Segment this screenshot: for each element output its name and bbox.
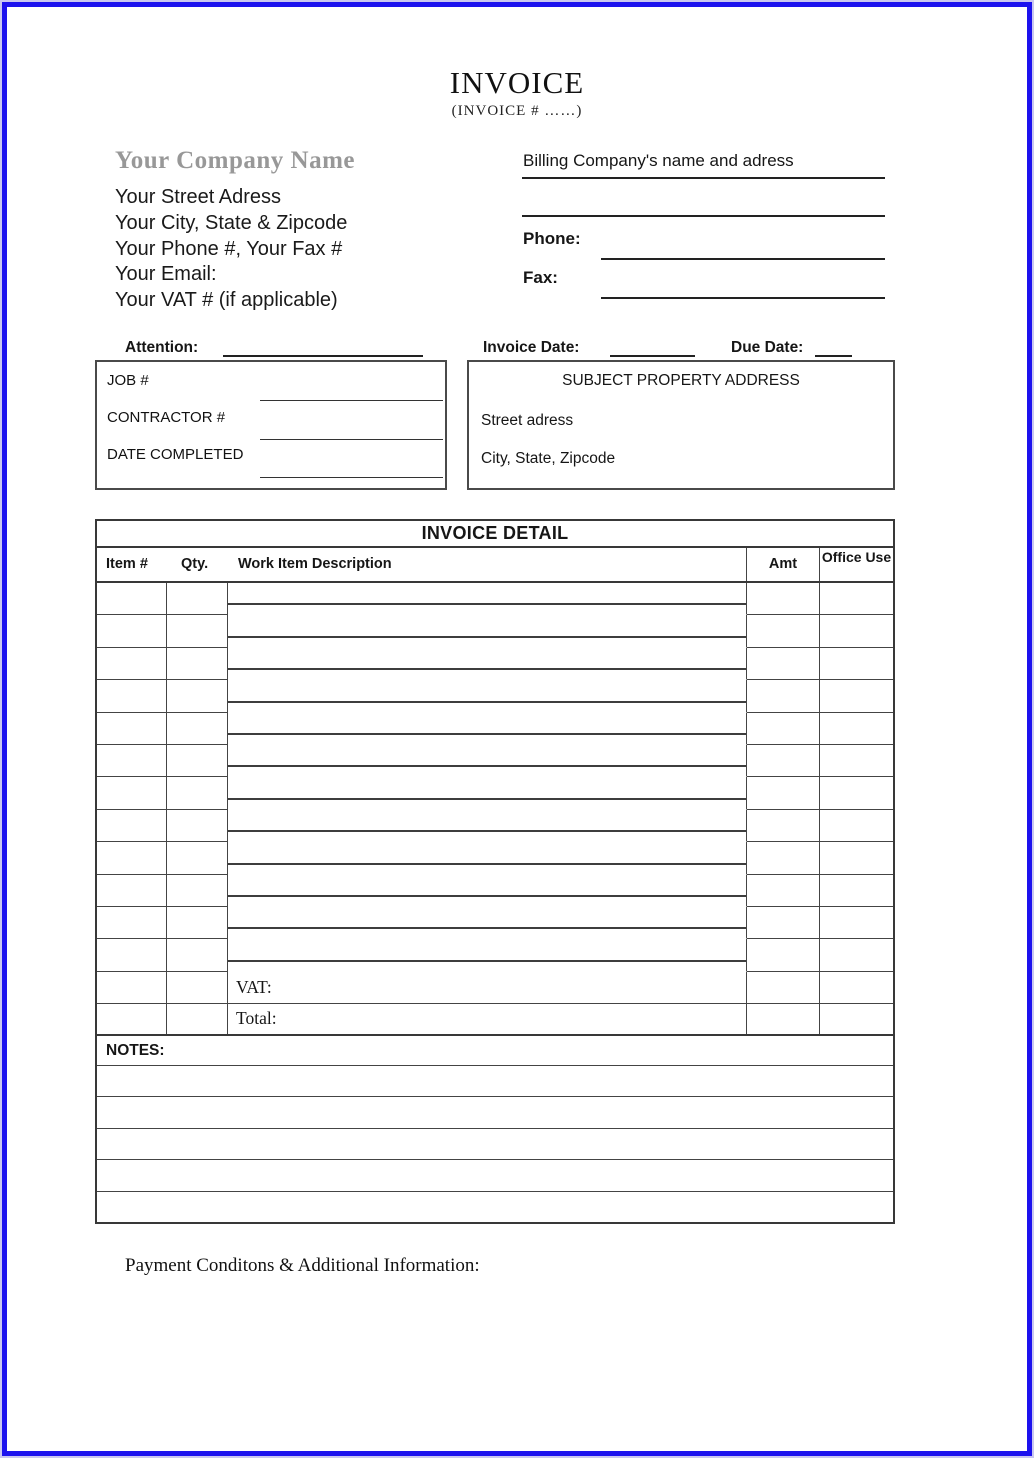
cell-office-use[interactable] <box>820 777 893 809</box>
property-city-label: City, State, Zipcode <box>481 450 616 467</box>
billing-name-field[interactable] <box>522 177 885 179</box>
date-completed-label: DATE COMPLETED <box>107 446 244 463</box>
attention-label: Attention: <box>125 339 199 356</box>
cell-office-use[interactable] <box>820 680 893 712</box>
table-header-left <box>97 548 747 581</box>
fax-field[interactable] <box>601 297 885 299</box>
table-row <box>97 680 893 712</box>
phone-label: Phone: <box>523 229 581 248</box>
cell-office-use[interactable] <box>820 1003 893 1034</box>
cell-description[interactable] <box>228 875 747 907</box>
table-row <box>97 777 893 809</box>
cell-amt[interactable] <box>747 810 820 842</box>
cell-description[interactable] <box>228 939 747 971</box>
cell-description[interactable] <box>228 810 747 842</box>
cell-qty[interactable] <box>167 939 228 971</box>
invoice-page <box>7 7 1027 1451</box>
table-row <box>97 648 893 680</box>
cell-qty[interactable] <box>167 1003 228 1034</box>
cell-qty[interactable] <box>167 777 228 809</box>
cell-amt[interactable] <box>747 615 820 647</box>
table-row <box>97 583 893 615</box>
column-header-item: Item # <box>106 556 148 572</box>
notes-line[interactable] <box>97 1066 893 1098</box>
cell-amt[interactable] <box>747 648 820 680</box>
table-row <box>97 713 893 745</box>
cell-amt[interactable] <box>747 680 820 712</box>
total-label: Total: <box>228 1003 747 1034</box>
company-address-line: Your Street Adress <box>115 186 282 208</box>
cell-description[interactable] <box>228 680 747 712</box>
cell-description[interactable] <box>228 713 747 745</box>
cell-item-number[interactable] <box>97 713 167 745</box>
contractor-number-label: CONTRACTOR # <box>107 409 226 426</box>
payment-conditions-label: Payment Conditons & Additional Information: <box>125 1255 480 1276</box>
cell-qty[interactable] <box>167 648 228 680</box>
cell-amt[interactable] <box>747 713 820 745</box>
cell-amt[interactable] <box>747 842 820 874</box>
cell-item-number[interactable] <box>97 680 167 712</box>
cell-qty[interactable] <box>167 745 228 777</box>
cell-qty[interactable] <box>167 972 228 1004</box>
company-address-block <box>115 185 347 314</box>
fax-label: Fax: <box>523 268 558 287</box>
column-header-amt: Amt <box>747 548 820 581</box>
cell-description[interactable] <box>228 842 747 874</box>
cell-item-number[interactable] <box>97 648 167 680</box>
company-address-line: Your Email: <box>115 263 217 286</box>
due-date-field[interactable] <box>815 355 852 357</box>
cell-office-use[interactable] <box>820 615 893 647</box>
cell-qty[interactable] <box>167 583 228 615</box>
table-row <box>97 810 893 842</box>
cell-item-number[interactable] <box>97 875 167 907</box>
column-header-description: Work Item Description <box>238 556 392 572</box>
cell-item-number[interactable] <box>97 1003 167 1034</box>
cell-amt[interactable] <box>747 745 820 777</box>
cell-office-use[interactable] <box>820 583 893 615</box>
table-body <box>97 583 893 972</box>
page-title: INVOICE <box>449 65 585 100</box>
notes-line[interactable] <box>97 1192 893 1223</box>
cell-office-use[interactable] <box>820 907 893 939</box>
total-amount-cell[interactable] <box>747 1003 820 1034</box>
cell-office-use[interactable] <box>820 939 893 971</box>
billing-company-label: Billing Company's name and adress <box>523 151 794 170</box>
phone-field[interactable] <box>601 258 885 260</box>
cell-office-use[interactable] <box>820 745 893 777</box>
vat-row <box>97 972 893 1003</box>
cell-amt[interactable] <box>747 583 820 615</box>
cell-description[interactable] <box>228 745 747 777</box>
notes-line[interactable] <box>97 1160 893 1192</box>
vat-label: VAT: <box>228 972 747 1004</box>
cell-item-number[interactable] <box>97 939 167 971</box>
cell-office-use[interactable] <box>820 842 893 874</box>
cell-item-number[interactable] <box>97 745 167 777</box>
cell-description[interactable] <box>228 648 747 680</box>
table-row <box>97 745 893 777</box>
invoice-detail-table <box>95 519 895 1224</box>
table-row <box>97 907 893 939</box>
total-row <box>97 1003 893 1034</box>
cell-office-use[interactable] <box>820 648 893 680</box>
invoice-date-field[interactable] <box>610 355 695 357</box>
cell-qty[interactable] <box>167 875 228 907</box>
cell-amt[interactable] <box>747 875 820 907</box>
company-address-line: Your VAT # (if applicable) <box>115 289 338 312</box>
table-row <box>97 939 893 971</box>
invoice-date-label: Invoice Date: <box>483 339 580 356</box>
company-name: Your Company Name <box>115 147 355 174</box>
cell-item-number[interactable] <box>97 777 167 809</box>
date-completed-field[interactable] <box>260 477 443 478</box>
cell-qty[interactable] <box>167 680 228 712</box>
notes-line[interactable] <box>97 1129 893 1161</box>
job-number-field[interactable] <box>260 400 443 401</box>
notes-area <box>97 1066 893 1223</box>
cell-item-number[interactable] <box>97 583 167 615</box>
cell-item-number[interactable] <box>97 842 167 874</box>
attention-field[interactable] <box>223 355 423 357</box>
cell-office-use[interactable] <box>820 875 893 907</box>
column-header-qty: Qty. <box>181 556 209 572</box>
cell-office-use[interactable] <box>820 713 893 745</box>
table-row <box>97 615 893 647</box>
cell-amt[interactable] <box>747 777 820 809</box>
cell-description[interactable] <box>228 777 747 809</box>
cell-description[interactable] <box>228 907 747 939</box>
cell-qty[interactable] <box>167 907 228 939</box>
cell-amt[interactable] <box>747 907 820 939</box>
due-date-label: Due Date: <box>731 339 804 356</box>
cell-office-use[interactable] <box>820 972 893 1004</box>
cell-qty[interactable] <box>167 615 228 647</box>
table-row <box>97 875 893 907</box>
page-frame-border <box>2 2 1032 1456</box>
cell-description[interactable] <box>228 583 747 615</box>
column-header-office-use: Office Use <box>821 549 892 565</box>
contractor-number-field[interactable] <box>260 439 443 440</box>
cell-item-number[interactable] <box>97 972 167 1004</box>
property-street-label: Street adress <box>481 412 574 429</box>
notes-label: NOTES: <box>97 1034 893 1066</box>
invoice-number-hint: (INVOICE # ……) <box>451 103 583 119</box>
cell-amt[interactable] <box>747 939 820 971</box>
cell-item-number[interactable] <box>97 907 167 939</box>
company-address-line: Your Phone #, Your Fax # <box>115 237 343 260</box>
vat-amount-cell[interactable] <box>747 972 820 1004</box>
cell-item-number[interactable] <box>97 810 167 842</box>
table-row <box>97 842 893 874</box>
cell-qty[interactable] <box>167 842 228 874</box>
cell-qty[interactable] <box>167 713 228 745</box>
job-info-box <box>95 360 447 490</box>
cell-qty[interactable] <box>167 810 228 842</box>
billing-address-field[interactable] <box>522 215 885 217</box>
cell-description[interactable] <box>228 615 747 647</box>
job-number-label: JOB # <box>107 372 149 389</box>
company-address-line: Your City, State & Zipcode <box>115 211 348 234</box>
cell-office-use[interactable] <box>820 810 893 842</box>
notes-line[interactable] <box>97 1097 893 1129</box>
cell-item-number[interactable] <box>97 615 167 647</box>
subject-property-box <box>467 360 895 490</box>
subject-property-title: SUBJECT PROPERTY ADDRESS <box>562 372 800 389</box>
invoice-detail-title: INVOICE DETAIL <box>97 521 893 548</box>
table-header-row <box>97 548 893 583</box>
